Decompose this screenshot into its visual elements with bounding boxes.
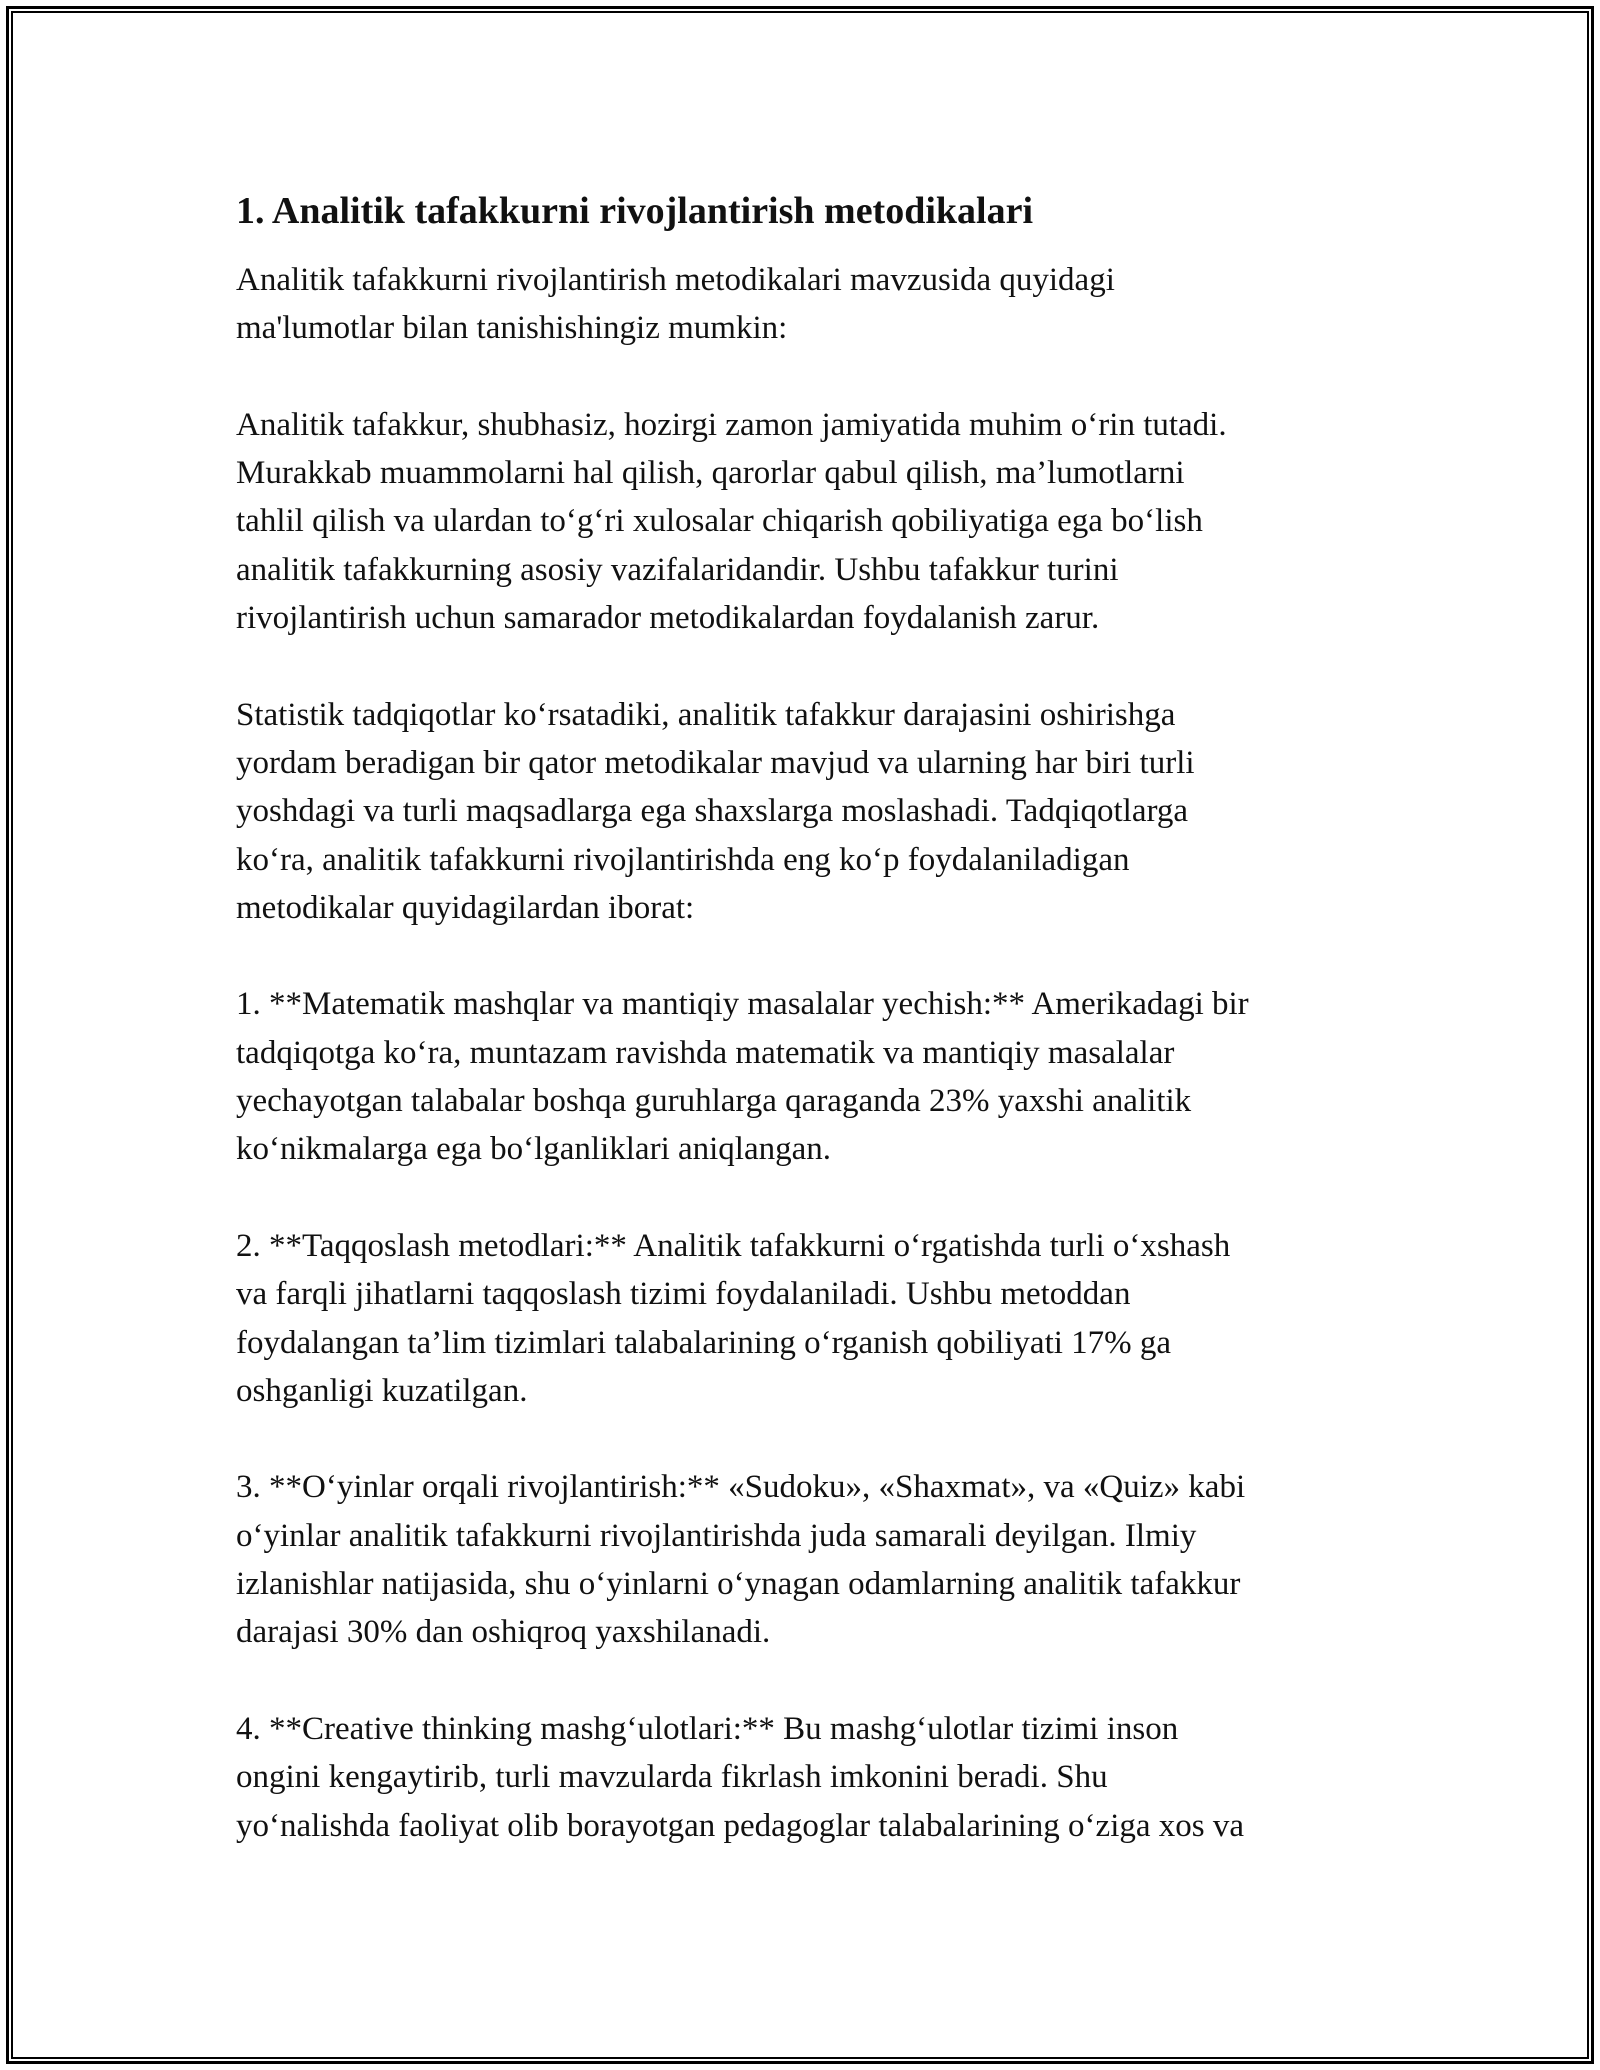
text-line: oshganligi kuzatilgan.	[236, 1372, 528, 1409]
text-line: tahlil qilish va ulardan to‘g‘ri xulosalar chiqarish qobiliyatiga ega bo‘lish	[236, 503, 1203, 540]
text-line: analitik tafakkurning asosiy vazifalaridandir. Ushbu tafakkur turini	[236, 551, 1119, 588]
list-item-2	[236, 1222, 1386, 1415]
list-item-1	[236, 980, 1386, 1173]
text-line: o‘yinlar analitik tafakkurni rivojlantirishda juda samarali deyilgan. Ilmiy	[236, 1517, 1197, 1554]
text-line: ko‘ra, analitik tafakkurni rivojlantirishda eng ko‘p foydalaniladigan	[236, 841, 1130, 878]
document-body	[236, 186, 1386, 1850]
text-line: ongini kengaytirib, turli mavzularda fikrlash imkonini beradi. Shu	[236, 1759, 1108, 1796]
text-line: 2. **Taqqoslash metodlari:** Analitik tafakkurni o‘rgatishda turli o‘xshash	[236, 1227, 1231, 1264]
paragraph-statistics	[236, 691, 1386, 932]
text-line: 3. **O‘yinlar orqali rivojlantirish:** «Sudoku», «Shaxmat», va «Quiz» kabi	[236, 1469, 1246, 1506]
list-item-4	[236, 1705, 1386, 1850]
list-item-3	[236, 1463, 1386, 1656]
paragraph-spacer	[236, 1174, 1386, 1222]
paragraph-spacer	[236, 932, 1386, 980]
text-line: yo‘nalishda faoliyat olib borayotgan pedagoglar talabalarining o‘ziga xos va	[236, 1807, 1244, 1844]
text-line: izlanishlar natijasida, shu o‘yinlarni o‘ynagan odamlarning analitik tafakkur	[236, 1566, 1241, 1603]
text-line: Murakkab muammolarni hal qilish, qarorlar qabul qilish, ma’lumotlarni	[236, 455, 1185, 492]
paragraph-spacer	[236, 1657, 1386, 1705]
text-line: ma'lumotlar bilan tanishishingiz mumkin:	[236, 310, 788, 347]
paragraph-spacer	[236, 642, 1386, 690]
text-line: foydalangan ta’lim tizimlari talabalarining o‘rganish qobiliyati 17% ga	[236, 1324, 1172, 1361]
paragraph-intro	[236, 256, 1386, 353]
paragraph-spacer	[236, 1415, 1386, 1463]
paragraph-spacer	[236, 353, 1386, 401]
section-heading: 1. Analitik tafakkurni rivojlantirish metodikalari	[236, 190, 1034, 232]
text-line: 4. **Creative thinking mashg‘ulotlari:** Bu mashg‘ulotlar tizimi inson	[236, 1710, 1179, 1747]
text-line: tadqiqotga ko‘ra, muntazam ravishda matematik va mantiqiy masalalar	[236, 1034, 1175, 1071]
text-line: metodikalar quyidagilardan iborat:	[236, 889, 695, 926]
text-line: 1. **Matematik mashqlar va mantiqiy masalalar yechish:** Amerikadagi bir	[236, 986, 1249, 1023]
text-line: Analitik tafakkurni rivojlantirish metodikalari mavzusida quyidagi	[236, 262, 1115, 298]
text-line: yechayotgan talabalar boshqa guruhlarga qaraganda 23% yaxshi analitik	[236, 1083, 1192, 1120]
text-line: darajasi 30% dan oshiqroq yaxshilanadi.	[236, 1614, 771, 1651]
text-line: rivojlantirish uchun samarador metodikalardan foydalanish zarur.	[236, 600, 1100, 637]
text-line: ko‘nikmalarga ega bo‘lganliklari aniqlangan.	[236, 1131, 832, 1168]
text-line: Statistik tadqiqotlar ko‘rsatadiki, analitik tafakkur darajasini oshirishga	[236, 696, 1176, 733]
text-line: va farqli jihatlarni taqqoslash tizimi foydalaniladi. Ushbu metoddan	[236, 1276, 1131, 1313]
text-line: yordam beradigan bir qator metodikalar mavjud va ularning har biri turli	[236, 744, 1195, 781]
text-line: Analitik tafakkur, shubhasiz, hozirgi zamon jamiyatida muhim o‘rin tutadi.	[236, 406, 1227, 443]
text-line: yoshdagi va turli maqsadlarga ega shaxslarga moslashadi. Tadqiqotlarga	[236, 793, 1189, 830]
paragraph-analytic-thinking	[236, 401, 1386, 642]
